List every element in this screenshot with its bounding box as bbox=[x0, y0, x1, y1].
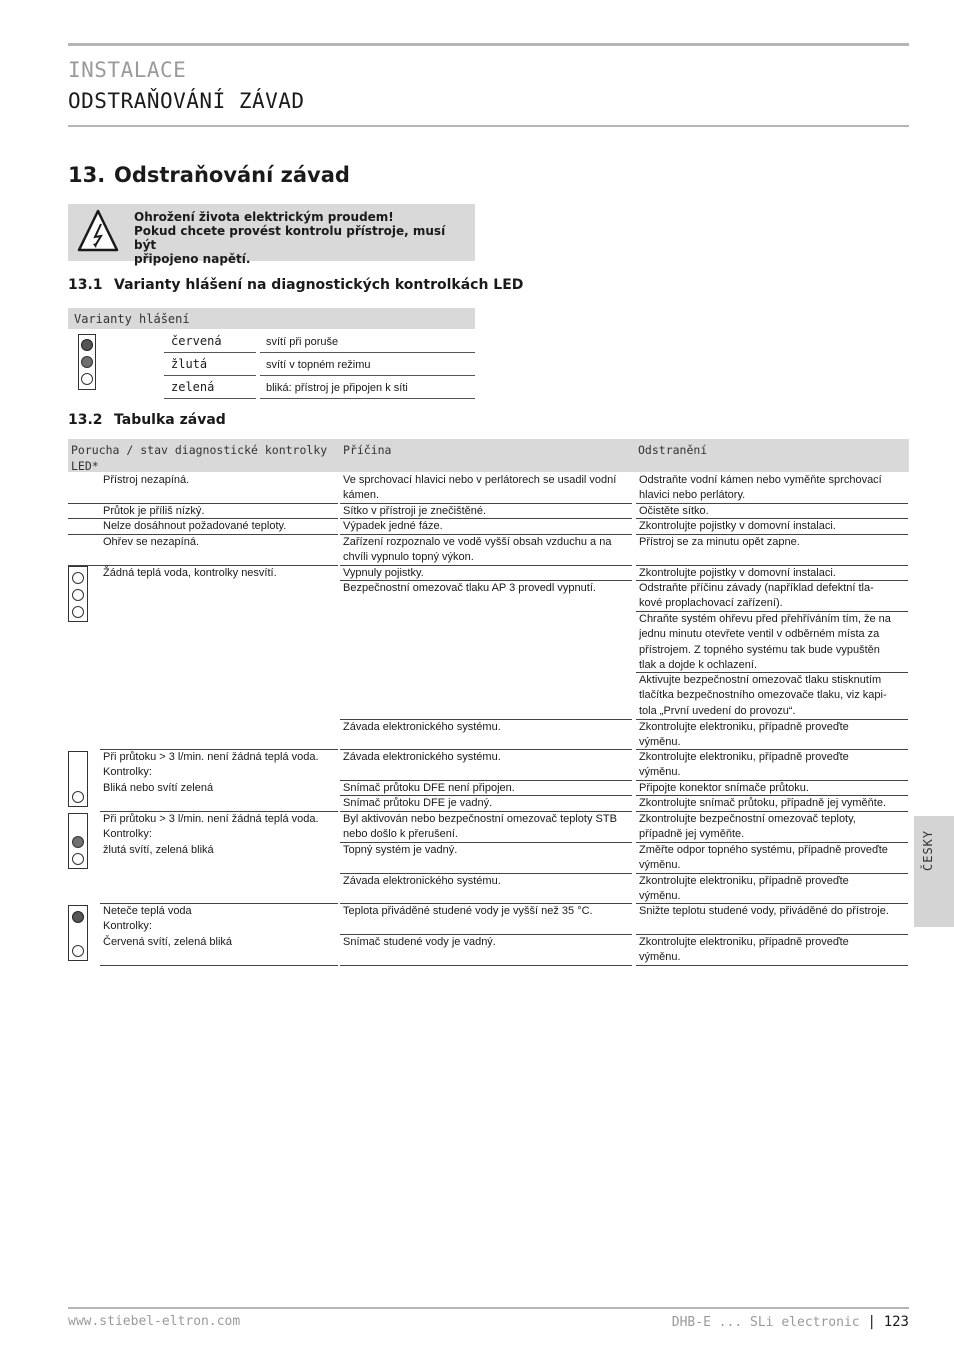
cause-cell: Sítko v přístroji je znečištěné. bbox=[343, 505, 487, 517]
row-divider bbox=[636, 534, 908, 535]
row-divider bbox=[636, 672, 908, 673]
cause-cell: Snímač průtoku DFE je vadný. bbox=[343, 797, 493, 809]
green-led-icon bbox=[81, 373, 93, 385]
led-off-icon bbox=[72, 589, 84, 601]
electric-hazard-icon bbox=[76, 208, 120, 254]
row-divider bbox=[636, 903, 908, 904]
section-label: INSTALACE bbox=[68, 58, 187, 82]
remedy-cell: Přístroj se za minutu opět zapne. bbox=[639, 536, 800, 548]
led-indicator-red-green bbox=[68, 905, 88, 961]
row-divider bbox=[636, 518, 908, 519]
row-divider bbox=[340, 503, 632, 504]
row-divider bbox=[100, 749, 338, 750]
row-divider bbox=[340, 719, 632, 720]
footer-product: DHB-E ... SLi electronic | 123 bbox=[671, 1314, 909, 1330]
row-divider bbox=[636, 873, 908, 874]
remedy-cell: Zkontrolujte pojistky v domovní instalaci. bbox=[639, 520, 836, 532]
cause-cell: Teplota přiváděné studené vody je vyšší než 35 °C. bbox=[343, 905, 593, 917]
cause-cell: Topný systém je vadný. bbox=[343, 844, 458, 856]
section-heading-13-1: 13.1 Varianty hlášení na diagnostických kontrolkách LED bbox=[68, 277, 524, 293]
row-divider bbox=[340, 780, 632, 781]
row-divider bbox=[636, 611, 908, 612]
cause-cell: Vypnuly pojistky. bbox=[343, 567, 424, 579]
remedy-cell: Aktivujte bezpečnostní omezovač tlaku stisknutím tlačítka bezpečnostního omezovače tlaku, viz kapi- tola „První uvedení do provozu“. bbox=[639, 674, 887, 717]
page-title: ODSTRAŇOVÁNÍ ZÁVAD bbox=[68, 89, 305, 113]
footer-rule bbox=[68, 1307, 909, 1309]
remedy-cell: Snižte teplotu studené vody, přiváděné do přístroje. bbox=[639, 905, 889, 917]
row-divider bbox=[340, 518, 632, 519]
chapter-number: 13. bbox=[68, 163, 106, 187]
row-divider bbox=[340, 580, 632, 581]
remedy-cell: Zkontrolujte elektroniku, případně proveďte výměnu. bbox=[639, 721, 849, 749]
section-heading-13-2: 13.2 Tabulka závad bbox=[68, 412, 226, 428]
remedy-cell: Zkontrolujte pojistky v domovní instalaci. bbox=[639, 567, 836, 579]
cause-cell: Zařízení rozpoznalo ve vodě vyšší obsah vzduchu a na chvíli vypnulo topný výkon. bbox=[343, 536, 612, 564]
row-divider bbox=[636, 780, 908, 781]
footer-url: www.stiebel-eltron.com bbox=[68, 1314, 241, 1329]
row-divider bbox=[636, 842, 908, 843]
cause-cell: Závada elektronického systému. bbox=[343, 751, 501, 763]
remedy-cell: Zkontrolujte snímač průtoku, případně jej vyměňte. bbox=[639, 797, 887, 809]
variants-header: Varianty hlášení bbox=[68, 308, 475, 329]
row-divider bbox=[636, 934, 908, 935]
remedy-cell: Zkontrolujte elektroniku, případně proveďte výměnu. bbox=[639, 751, 849, 779]
chapter-title: Odstraňování závad bbox=[114, 163, 350, 187]
cause-cell: Snímač studené vody je vadný. bbox=[343, 936, 496, 948]
remedy-cell: Chraňte systém ohřevu před přehříváním tím, že na jednu minutu otevřete ventil v odběrném místa za přístrojem. Z topného systému tak bude vypuštěn tlak a dojde k ochlazení. bbox=[639, 613, 891, 672]
language-label: ČESKY bbox=[921, 829, 935, 871]
variant-row: zelená bliká: přístroj je připojen k síti bbox=[164, 376, 475, 399]
green-led-icon bbox=[72, 945, 84, 957]
remedy-cell: Odstraňte vodní kámen nebo vyměňte sprchovací hlavici nebo perlátory. bbox=[639, 474, 882, 502]
problem-cell: Nelze dosáhnout požadované teploty. bbox=[103, 520, 287, 532]
row-divider bbox=[340, 565, 632, 566]
row-divider bbox=[340, 934, 632, 935]
cause-cell: Snímač průtoku DFE není připojen. bbox=[343, 782, 515, 794]
led-indicator-all-off bbox=[68, 566, 88, 622]
row-divider bbox=[636, 503, 908, 504]
warning-text: Ohrožení života elektrickým proudem! Pokud chcete provést kontrolu přístroje, musí být připojeno napětí. bbox=[134, 210, 446, 266]
remedy-cell: Odstraňte příčinu závady (například defektní tla- kové proplachovací zařízení). bbox=[639, 582, 874, 610]
row-divider bbox=[636, 719, 908, 720]
variants-column-gap bbox=[256, 330, 260, 400]
chapter-heading bbox=[68, 163, 350, 187]
row-divider bbox=[340, 873, 632, 874]
led-panel bbox=[78, 334, 96, 390]
cause-cell: Byl aktivován nebo bezpečnostní omezovač teploty STB nebo došlo k přerušení. bbox=[343, 813, 617, 841]
row-divider bbox=[68, 518, 338, 519]
header-rule bbox=[68, 125, 909, 127]
cause-cell: Bezpečnostní omezovač tlaku AP 3 provedl vypnutí. bbox=[343, 582, 596, 594]
top-rule bbox=[68, 43, 909, 46]
problem-cell: Neteče teplá voda Kontrolky: Červená svítí, zelená bliká bbox=[103, 905, 233, 948]
row-divider bbox=[340, 749, 632, 750]
remedy-cell: Připojte konektor snímače průtoku. bbox=[639, 782, 809, 794]
problem-cell: Při průtoku > 3 l/min. není žádná teplá voda. Kontrolky: Bliká nebo svítí zelená bbox=[103, 751, 319, 794]
row-divider bbox=[100, 811, 338, 812]
row-divider bbox=[340, 965, 632, 966]
led-indicator-yellow-green bbox=[68, 813, 88, 869]
cause-cell: Ve sprchovací hlavici nebo v perlátorech se usadil vodní kámen. bbox=[343, 474, 617, 502]
warning-box bbox=[68, 204, 475, 266]
remedy-cell: Zkontrolujte elektroniku, případně proveďte výměnu. bbox=[639, 936, 849, 964]
remedy-cell: Očistěte sítko. bbox=[639, 505, 709, 517]
cause-cell: Závada elektronického systému. bbox=[343, 721, 501, 733]
row-divider bbox=[100, 965, 338, 966]
yellow-led-icon bbox=[72, 836, 84, 848]
led-off-icon bbox=[72, 606, 84, 618]
row-divider bbox=[636, 795, 908, 796]
row-divider bbox=[340, 534, 632, 535]
variant-row: červená svítí při poruše bbox=[164, 330, 475, 353]
red-led-icon bbox=[81, 339, 93, 351]
row-divider bbox=[340, 842, 632, 843]
problem-cell: Ohřev se nezapíná. bbox=[103, 536, 200, 548]
row-divider bbox=[636, 749, 908, 750]
row-divider bbox=[636, 580, 908, 581]
page-number: 123 bbox=[883, 1314, 909, 1330]
row-divider bbox=[340, 811, 632, 812]
row-divider bbox=[340, 795, 632, 796]
row-divider bbox=[68, 503, 338, 504]
led-indicator-green bbox=[68, 751, 88, 807]
yellow-led-icon bbox=[81, 356, 93, 368]
remedy-cell: Zkontrolujte bezpečnostní omezovač teploty, případně jej vyměňte. bbox=[639, 813, 856, 841]
row-divider bbox=[636, 565, 908, 566]
fault-table-header bbox=[68, 439, 909, 472]
language-tab bbox=[914, 816, 954, 927]
remedy-cell: Změřte odpor topného systému, případně proveďte výměnu. bbox=[639, 844, 888, 872]
problem-cell: Žádná teplá voda, kontrolky nesvítí. bbox=[103, 567, 277, 579]
remedy-cell: Zkontrolujte elektroniku, případně proveďte výměnu. bbox=[639, 875, 849, 903]
red-led-icon bbox=[72, 911, 84, 923]
green-led-icon bbox=[72, 791, 84, 803]
header-cause: Příčina bbox=[343, 443, 392, 457]
row-divider bbox=[636, 811, 908, 812]
green-led-icon bbox=[72, 853, 84, 865]
problem-cell: Přístroj nezapíná. bbox=[103, 474, 190, 486]
header-remedy: Odstranění bbox=[638, 443, 708, 457]
cause-cell: Závada elektronického systému. bbox=[343, 875, 501, 887]
row-divider bbox=[68, 565, 338, 566]
row-divider bbox=[68, 534, 338, 535]
problem-cell: Průtok je příliš nízký. bbox=[103, 505, 205, 517]
variant-row: žlutá svítí v topném režimu bbox=[164, 353, 475, 376]
row-divider bbox=[100, 903, 338, 904]
row-divider bbox=[636, 965, 908, 966]
cause-cell: Výpadek jedné fáze. bbox=[343, 520, 443, 532]
problem-cell: Při průtoku > 3 l/min. není žádná teplá voda. Kontrolky: žlutá svítí, zelená bliká bbox=[103, 813, 319, 856]
row-divider bbox=[340, 903, 632, 904]
header-problem: Porucha / stav diagnostické kontrolky LED* bbox=[71, 443, 328, 473]
led-off-icon bbox=[72, 572, 84, 584]
